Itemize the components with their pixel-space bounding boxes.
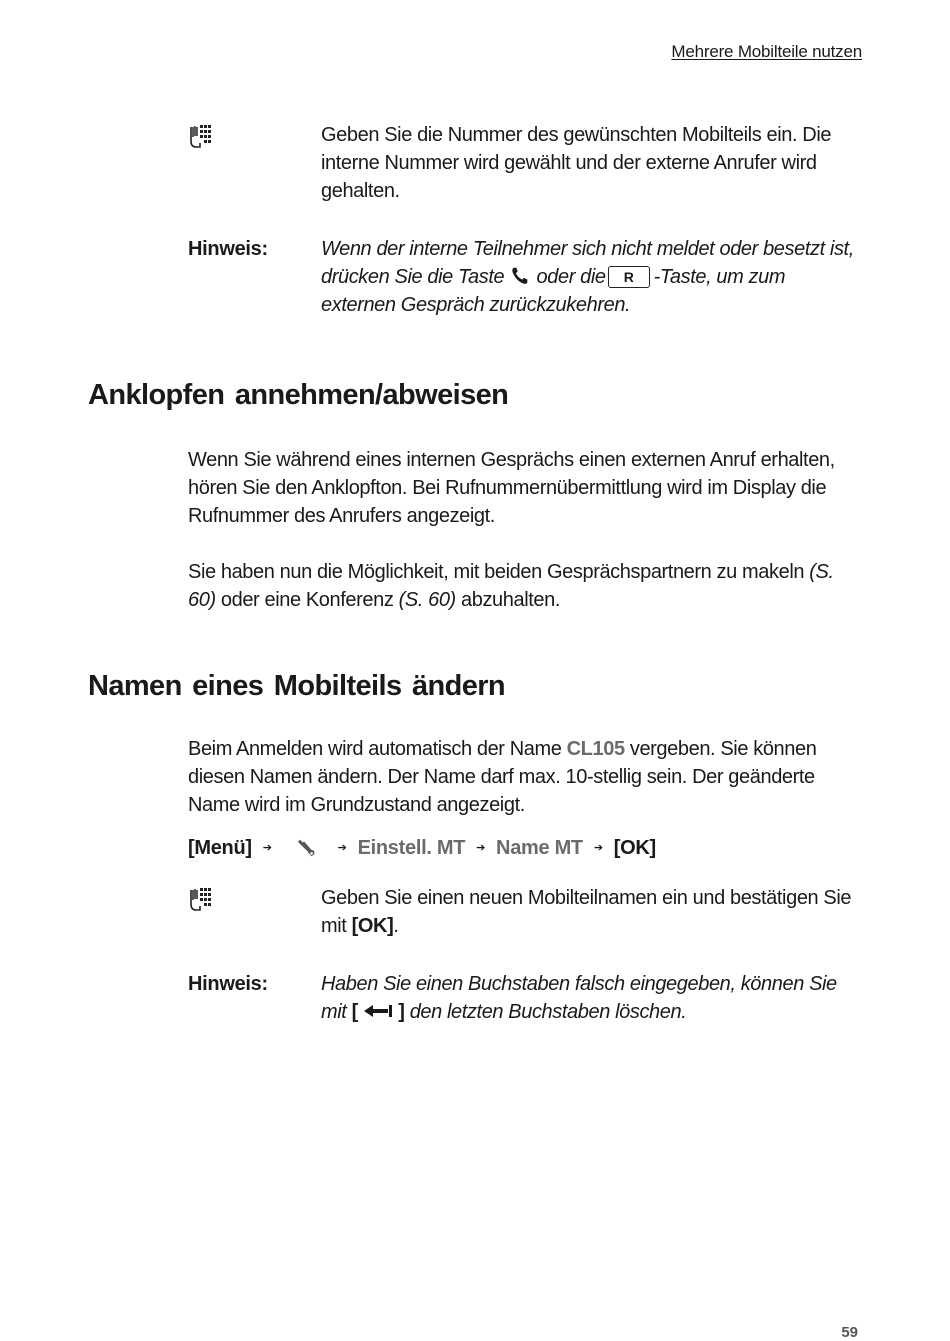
arrow-right-icon: ➔	[476, 842, 486, 854]
call-waiting-paragraph-1: Wenn Sie während eines internen Gesprächs einen externen Anruf erhalten, hören Sie den Anklopfton. Bei Rufnummernübermittlung wird im Display die Rufnummer des Anrufers angezeigt.	[188, 449, 835, 527]
default-handset-name: CL105	[566, 738, 625, 760]
backspace-arrow-icon	[363, 1003, 393, 1019]
ok-key-label: [OK]	[351, 915, 394, 937]
arrow-right-icon: ➔	[337, 842, 347, 854]
page-reference-link[interactable]: (S. 60)	[398, 589, 456, 611]
call-waiting-paragraph-2	[188, 558, 858, 614]
rename-text-2: vergeben. Sie können diesen Namen ändern. Der Name darf max. 10-stellig sein. Der geänderte Name wird im Grundzustand angezeigt.	[188, 738, 817, 816]
page-reference-link[interactable]: (S. 60)	[188, 561, 834, 611]
note-row-delete	[188, 970, 858, 1026]
wrench-icon	[295, 837, 317, 859]
ok-key-label: [OK]	[613, 837, 656, 859]
menu-key-label: [Menü]	[188, 837, 252, 859]
menu-item-name-handset: Name MT	[496, 837, 583, 859]
arrow-right-icon: ➔	[262, 842, 272, 854]
note-text-part1: Wenn der interne Teilnehmer sich nicht meldet oder besetzt ist, drücken Sie die Taste	[321, 238, 854, 288]
section-heading-call-waiting: Anklopfen annehmen/abweisen	[88, 379, 509, 411]
r-key-icon: R	[608, 266, 650, 288]
note-text-part3: -Taste, um zum externen Gespräch zurückzukehren.	[321, 266, 786, 316]
note-label: Hinweis:	[188, 973, 268, 995]
menu-item-settings-handset: Einstell. MT	[357, 837, 466, 859]
section-heading-rename: Namen eines Mobilteils ändern	[88, 670, 506, 702]
page-number: 59	[841, 1324, 858, 1341]
para2-text-2: oder eine Konferenz	[220, 589, 394, 611]
keypad-icon	[188, 121, 212, 149]
softkey-bracket-close: ]	[398, 1001, 405, 1023]
para2-text-3: abzuhalten.	[461, 589, 561, 611]
instruction-text: Geben Sie die Nummer des gewünschten Mobilteils ein. Die interne Nummer wird gewählt und der externe Anrufer wird gehalten.	[321, 124, 832, 202]
rename-text-1: Beim Anmelden wird automatisch der Name	[188, 738, 562, 760]
instruction-row-dial	[188, 121, 858, 205]
running-head: Mehrere Mobilteile nutzen	[671, 42, 862, 61]
note-text	[321, 970, 858, 1026]
menu-path	[188, 834, 656, 862]
arrow-right-icon: ➔	[593, 842, 603, 854]
softkey-bracket-open: [	[351, 1001, 358, 1023]
instruction-row-enter-name	[188, 884, 858, 940]
note2-text-1: Haben Sie einen Buchstaben falsch eingegeben, können Sie mit	[321, 973, 837, 1023]
phone-handset-icon	[509, 265, 531, 287]
note-label: Hinweis:	[188, 238, 268, 260]
instruction-icon-cell	[188, 884, 321, 940]
para2-text-1: Sie haben nun die Möglichkeit, mit beiden Gesprächspartnern zu makeln	[188, 561, 805, 583]
instruction-icon-cell	[188, 121, 321, 205]
note2-text-2: den letzten Buchstaben löschen.	[409, 1001, 687, 1023]
note-text-part2: oder die	[536, 266, 606, 288]
instruction-text	[321, 884, 858, 940]
step-text-1: Geben Sie einen neuen Mobilteilnamen ein und bestätigen Sie mit	[321, 887, 852, 937]
keypad-icon	[188, 884, 212, 912]
rename-paragraph	[188, 735, 858, 819]
note-row-return	[188, 235, 858, 319]
note-text	[321, 235, 858, 319]
step-text-2: .	[393, 915, 399, 937]
